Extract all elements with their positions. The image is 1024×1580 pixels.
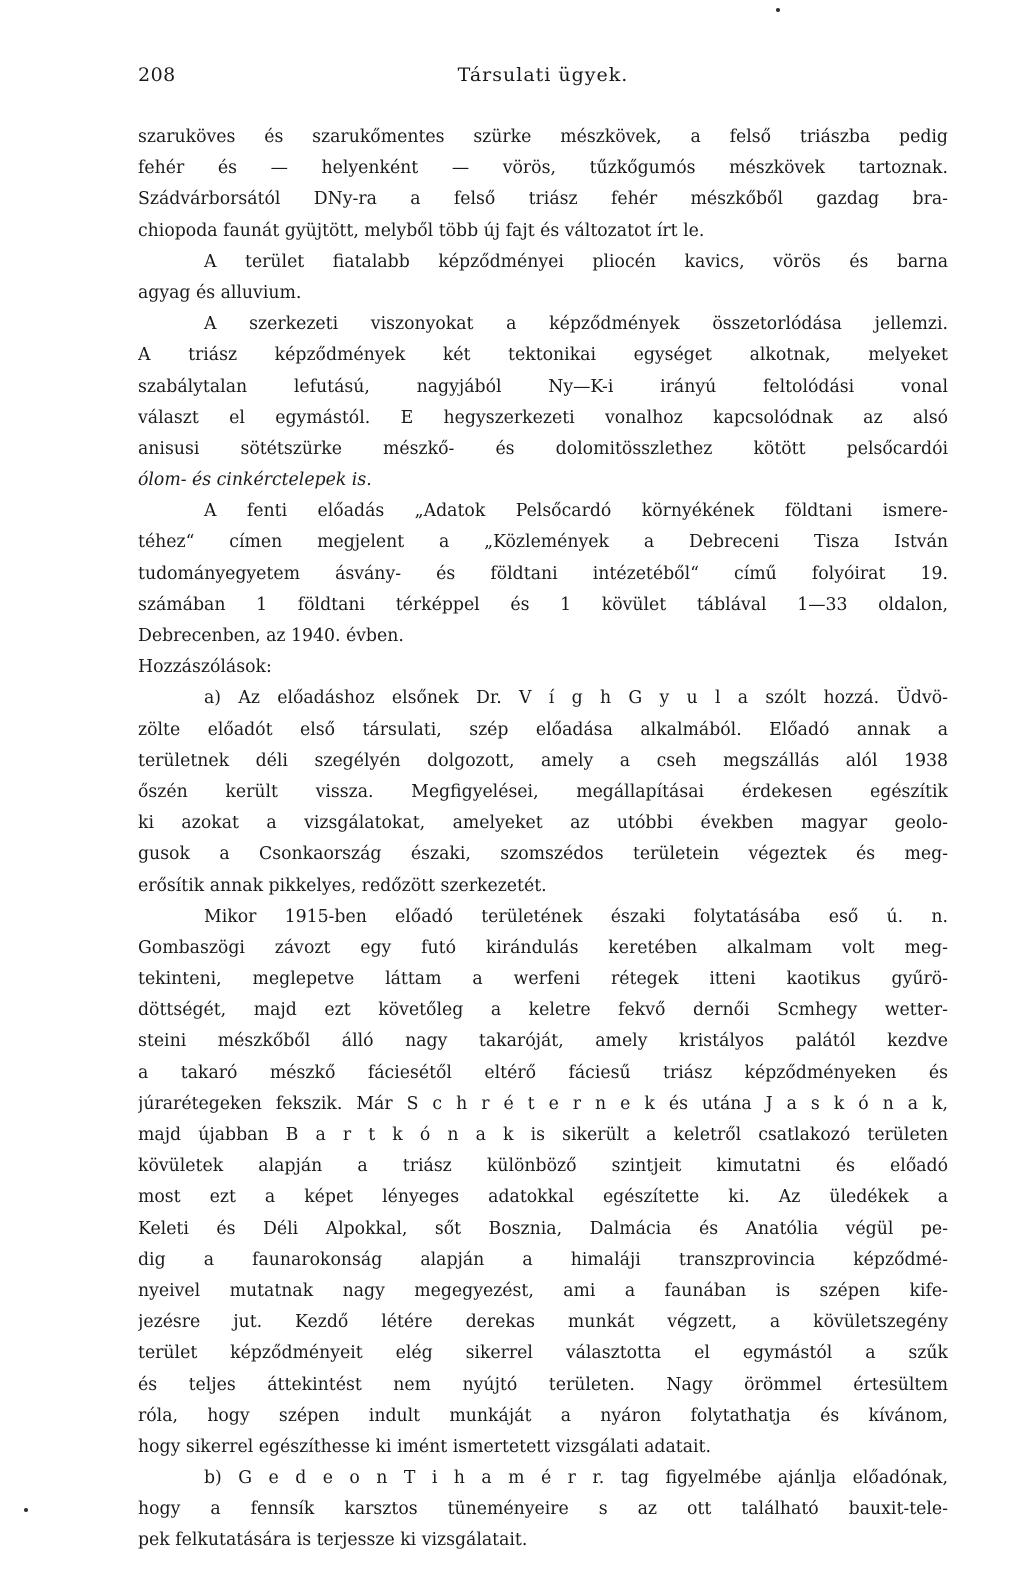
text-line: júrarétegeken fekszik. Már S c h r é t e r n e k és utána J a s k ó n a k,	[138, 1093, 948, 1114]
text-line: számában 1 földtani térképpel és 1 kövület táblával 1—33 oldalon,	[138, 594, 948, 615]
text-line: tudományegyetem ásvány- és földtani intézetéből“ című folyóirat 19.	[138, 563, 948, 584]
text-line: a takaró mészkő fáciesétől eltérő fáciesű triász képződményeken és	[138, 1062, 948, 1083]
text-line: Hozzászólások:	[138, 657, 272, 678]
text-line: jezésre jut. Kezdő létére derekas munkát végzett, a kövületszegény	[138, 1312, 948, 1333]
text-line: fehér és — helyenként — vörös, tűzkőgumós mészkövek tartoznak.	[138, 158, 948, 179]
text-line: gusok a Csonkaország északi, szomszédos területein végeztek és meg-	[138, 844, 948, 865]
text-line: ólom- és cinkércteleрek is.	[138, 470, 372, 491]
page-header	[138, 64, 948, 96]
scan-speck-bottom	[24, 1508, 28, 1512]
text-line: kövületek alapján a triász különböző szintjeit kimutatni és előadó	[138, 1156, 948, 1177]
text-line: ki azokat a vizsgálatokat, amelyeket az utóbbi években magyar geolo-	[138, 813, 948, 834]
text-line: nyeivel mutatnak nagy megegyezést, ami a faunában is szépen kife-	[138, 1280, 948, 1301]
text-line: hogy sikerrel egészíthesse ki imént ismertetett vizsgálati adatait.	[138, 1436, 711, 1457]
text-line: döttségét, majd ezt követőleg a keletre fekvő dernői Scmhegy wetter-	[138, 1000, 948, 1021]
text-line: Debrecenben, az 1940. évben.	[138, 626, 404, 646]
text-line: területnek déli szegélyén dolgozott, amely a cseh megszállás alól 1938	[138, 750, 948, 771]
body-text	[138, 122, 948, 1557]
text-line: A triász képződmények két tektonikai egységet alkotnak, melyeket	[138, 345, 948, 366]
text-line: téhez“ címen megjelent a „Közlemények a Debreceni Tisza István	[138, 532, 948, 553]
scan-speck-top	[776, 8, 780, 12]
text-line: most ezt a képet lényeges adatokkal egészítette ki. Az üledékek a	[138, 1187, 948, 1208]
text-line: Gombaszögi závozt egy futó kirándulás keretében alkalmam volt meg-	[138, 937, 948, 958]
text-line: dig a faunarokonság alapján a himaláji transzprovincia képződmé-	[138, 1249, 948, 1270]
text-line: és teljes áttekintést nem nyújtó területen. Nagy örömmel értesültem	[138, 1374, 948, 1395]
text-line: a) Az előadáshoz elsőnek Dr. V í g h G y u l a szólt hozzá. Üdvö-	[204, 688, 948, 709]
page-number: 208	[138, 64, 176, 86]
text-line: Keleti és Déli Alpokkal, sőt Bosznia, Dalmácia és Anatólia végül pe-	[138, 1218, 948, 1239]
running-head: Társulati ügyek.	[457, 64, 629, 86]
text-line: chiopoda faunát gyüjtött, melyből több új fajt és változatot írt le.	[138, 220, 705, 241]
text-line: erősítik annak pikkelyes, redőzött szerkezetét.	[138, 875, 547, 896]
text-line: pek felkutatására is terjessze ki vizsgálatait.	[138, 1530, 528, 1551]
text-line: b) G e d e o n T i h a m é r r. tag figyelmébe ajánlja előadónak,	[204, 1468, 948, 1489]
text-line: anisusi sötétszürke mészkő- és dolomitösszlethez kötött pelsőcardói	[138, 438, 948, 459]
text-line: Mikor 1915-ben előadó területének északi folytatásába eső ú. n.	[204, 906, 948, 927]
text-line: A fenti előadás „Adatok Pelsőcardó környékének földtani ismere-	[204, 501, 948, 522]
text-line: majd újabban B a r t k ó n a k is sikerült a keletről csatlakozó területen	[138, 1125, 948, 1145]
text-line: Szádvárborsától DNy-ra a felső triász fehér mészkőből gazdag bra-	[138, 189, 948, 210]
text-line: róla, hogy szépen indult munkáját a nyáron folytathatja és kívánom,	[138, 1405, 948, 1426]
text-line: terület képződményeit elég sikerrel választotta el egymástól a szűk	[138, 1343, 948, 1364]
text-line: A terület fiatalabb képződményei pliocén kavics, vörös és barna	[204, 251, 948, 272]
text-line: tekinteni, meglepetve láttam a werfeni rétegek itteni kaotikus gyűrö-	[138, 969, 948, 990]
text-line: szabálytalan lefutású, nagyjából Ny—K-i irányú feltolódási vonal	[138, 376, 948, 397]
text-line: választ el egymástól. E hegyszerkezeti vonalhoz kapcsolódnak az alsó	[138, 407, 948, 428]
text-line: hogy a fennsík karsztos tüneményeire s az ott található bauxit-tele-	[138, 1499, 948, 1520]
text-line: steini mészkőből álló nagy takaróját, amely kristályos palától kezdve	[138, 1031, 948, 1052]
text-line: zölte előadót első társulati, szép előadása alkalmából. Előadó annak a	[138, 719, 948, 740]
text-line: őszén került vissza. Megfigyelései, megállapításai érdekesen egészítik	[138, 781, 948, 802]
text-line: szaruköves és szarukőmentes szürke mészkövek, a felső triászba pedig	[138, 127, 948, 147]
text-line: A szerkezeti viszonyokat a képződmények összetorlódása jellemzi.	[204, 314, 948, 335]
text-line: agyag és alluvium.	[138, 282, 302, 303]
